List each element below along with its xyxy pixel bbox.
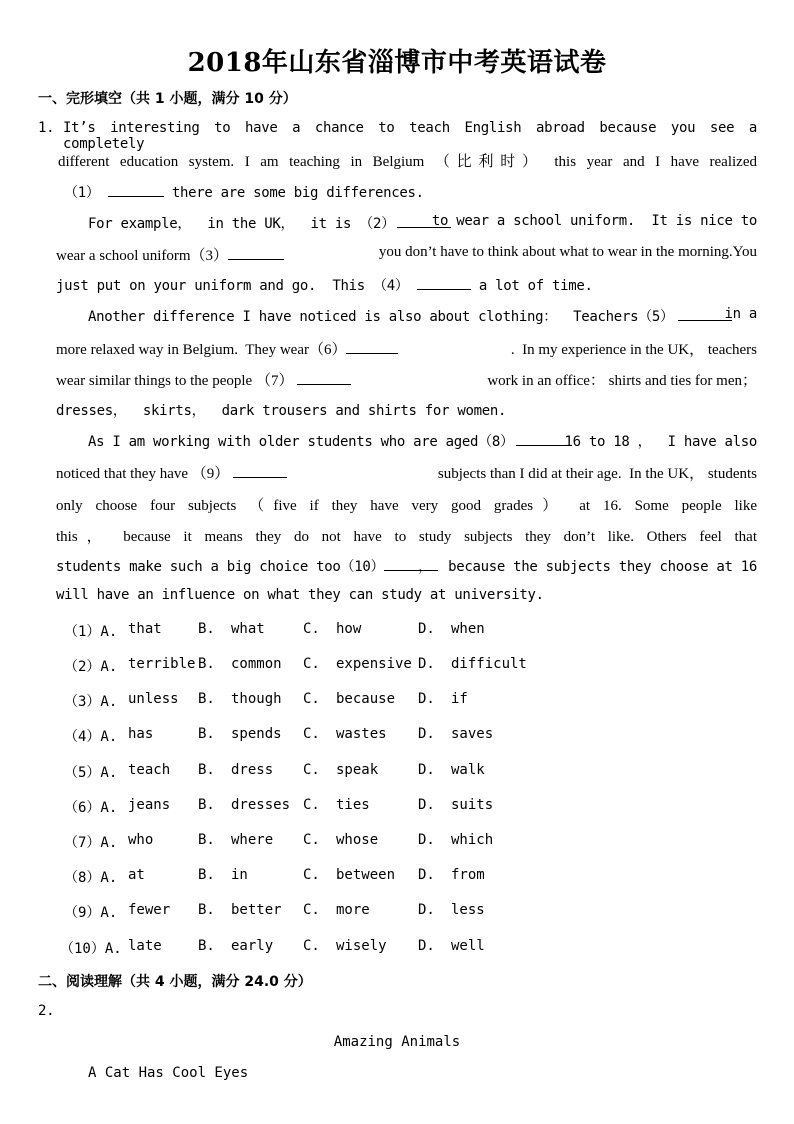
option-row bbox=[64, 867, 544, 885]
option-label: D. bbox=[418, 902, 435, 918]
passage-line: this， because it means they do not have to study subjects they don’t like. Others feel that bbox=[56, 529, 757, 545]
passage-text: noticed that they have （9） bbox=[56, 466, 230, 482]
option-label: D. bbox=[418, 621, 435, 637]
option-label: C. bbox=[303, 938, 320, 954]
passage-line: dresses， skirts， dark trousers and shirts for women. bbox=[56, 403, 507, 419]
option-c[interactable]: because bbox=[336, 691, 396, 707]
option-label: B. bbox=[198, 832, 215, 848]
option-c[interactable]: between bbox=[336, 867, 396, 883]
passage-text: wear similar things to the people （7） bbox=[56, 373, 294, 389]
option-label: C. bbox=[303, 867, 320, 883]
option-label: B. bbox=[198, 938, 215, 954]
option-label: B. bbox=[198, 726, 215, 742]
option-label: D. bbox=[418, 832, 435, 848]
option-d[interactable]: from bbox=[451, 867, 485, 883]
passage-text: 16 to 18 ， I have also bbox=[564, 434, 757, 450]
option-b[interactable]: dress bbox=[231, 762, 274, 778]
option-label: D. bbox=[418, 867, 435, 883]
answer-blank[interactable] bbox=[346, 340, 398, 354]
option-a[interactable]: has bbox=[128, 726, 154, 742]
option-row bbox=[64, 691, 544, 709]
passage-line bbox=[88, 431, 757, 451]
option-c[interactable]: how bbox=[336, 621, 362, 637]
option-b[interactable]: in bbox=[231, 867, 248, 883]
option-c[interactable]: wisely bbox=[336, 938, 387, 954]
option-b[interactable]: where bbox=[231, 832, 274, 848]
option-c[interactable]: whose bbox=[336, 832, 379, 848]
option-d[interactable]: less bbox=[451, 902, 485, 918]
option-c[interactable]: speak bbox=[336, 762, 379, 778]
passage-subtitle: A Cat Has Cool Eyes bbox=[88, 1065, 249, 1081]
option-a[interactable]: unless bbox=[128, 691, 179, 707]
option-label: B. bbox=[198, 902, 215, 918]
passage-line bbox=[64, 182, 424, 202]
option-b[interactable]: though bbox=[231, 691, 282, 707]
option-d[interactable]: saves bbox=[451, 726, 494, 742]
passage-text: For example， in the UK， it is （2） bbox=[88, 216, 395, 232]
option-b[interactable]: dresses bbox=[231, 797, 291, 813]
option-label: B. bbox=[198, 621, 215, 637]
option-c[interactable]: expensive bbox=[336, 656, 412, 672]
passage-text: . In my experience in the UK， teachers bbox=[510, 342, 757, 358]
option-label: D. bbox=[418, 938, 435, 954]
option-label: B. bbox=[198, 762, 215, 778]
option-d[interactable]: difficult bbox=[451, 656, 527, 672]
answer-blank[interactable] bbox=[233, 464, 287, 478]
option-d[interactable]: when bbox=[451, 621, 485, 637]
section-heading-cloze: 一、完形填空（共 1 小题，满分 10 分） bbox=[38, 91, 297, 107]
passage-line: will have an influence on what they can study at university. bbox=[56, 587, 544, 603]
option-number: （7）A. bbox=[64, 835, 118, 851]
passage-line bbox=[88, 306, 757, 326]
option-number: （2）A. bbox=[64, 659, 118, 675]
passage-line: It’s interesting to have a chance to teach English abroad because you see a completely bbox=[63, 120, 757, 152]
answer-blank[interactable] bbox=[108, 183, 164, 197]
answer-blank[interactable] bbox=[516, 432, 570, 446]
option-a[interactable]: terrible bbox=[128, 656, 196, 672]
passage-text: more relaxed way in Belgium. They wear（6） bbox=[56, 342, 347, 358]
option-c[interactable]: wastes bbox=[336, 726, 387, 742]
option-c[interactable]: more bbox=[336, 902, 370, 918]
passage-line: different education system. I am teaching in Belgium （比利时） this year and I have realized bbox=[58, 154, 757, 170]
answer-blank[interactable] bbox=[297, 371, 351, 385]
option-label: D. bbox=[418, 726, 435, 742]
option-d[interactable]: well bbox=[451, 938, 485, 954]
option-number: （5）A. bbox=[64, 765, 118, 781]
option-b[interactable]: common bbox=[231, 656, 282, 672]
option-row bbox=[64, 762, 544, 780]
option-d[interactable]: if bbox=[451, 691, 468, 707]
passage-text: a lot of time. bbox=[470, 278, 593, 294]
passage-text: in a bbox=[724, 306, 757, 322]
option-label: C. bbox=[303, 832, 320, 848]
option-label: D. bbox=[418, 656, 435, 672]
passage-text: students make such a big choice too（10） bbox=[56, 559, 385, 575]
option-a[interactable]: at bbox=[128, 867, 145, 883]
passage-line bbox=[56, 244, 757, 265]
option-c[interactable]: ties bbox=[336, 797, 370, 813]
passage-text: As I am working with older students who are aged（8） bbox=[88, 434, 514, 450]
option-row bbox=[60, 938, 544, 957]
option-row bbox=[64, 797, 544, 815]
option-number: （8）A. bbox=[64, 870, 118, 886]
passage-text: work in an office： shirts and ties for men； bbox=[487, 373, 757, 389]
passage-line: only choose four subjects （five if they have very good grades） at 16. Some people like bbox=[56, 498, 757, 514]
option-d[interactable]: suits bbox=[451, 797, 494, 813]
passage-line bbox=[56, 462, 757, 483]
option-d[interactable]: which bbox=[451, 832, 494, 848]
option-b[interactable]: spends bbox=[231, 726, 282, 742]
option-b[interactable]: early bbox=[231, 938, 274, 954]
option-label: C. bbox=[303, 797, 320, 813]
option-a[interactable]: who bbox=[128, 832, 154, 848]
option-a[interactable]: jeans bbox=[128, 797, 171, 813]
passage-title: Amazing Animals bbox=[333, 1034, 461, 1050]
passage-text: subjects than I did at their age. In the UK， students bbox=[437, 466, 757, 482]
passage-text: wear a school uniform（3） bbox=[56, 248, 229, 264]
option-number: （9）A. bbox=[64, 905, 118, 921]
option-label: D. bbox=[418, 797, 435, 813]
option-label: C. bbox=[303, 656, 320, 672]
option-b[interactable]: better bbox=[231, 902, 282, 918]
option-label: D. bbox=[418, 691, 435, 707]
passage-line bbox=[56, 338, 757, 359]
passage-text: just put on your uniform and go. This （4） bbox=[56, 278, 409, 294]
option-label: C. bbox=[303, 691, 320, 707]
option-row bbox=[64, 656, 544, 674]
option-label: B. bbox=[198, 656, 215, 672]
passage-text: to wear a school uniform. It is nice to bbox=[431, 213, 757, 229]
section-heading-reading: 二、阅读理解（共 4 小题，满分 24.0 分） bbox=[38, 974, 312, 990]
option-a[interactable]: that bbox=[128, 621, 162, 637]
option-a[interactable]: late bbox=[128, 938, 162, 954]
option-number: （4）A. bbox=[64, 729, 118, 745]
option-label: B. bbox=[198, 867, 215, 883]
option-label: C. bbox=[303, 902, 320, 918]
passage-text: you don’t have to think about what to wear in the morning.You bbox=[378, 244, 757, 260]
option-row bbox=[64, 621, 544, 639]
option-label: C. bbox=[303, 726, 320, 742]
passage-line bbox=[56, 369, 757, 390]
option-row bbox=[64, 726, 544, 744]
passage-line bbox=[88, 213, 757, 233]
option-b[interactable]: what bbox=[231, 621, 265, 637]
option-a[interactable]: teach bbox=[128, 762, 171, 778]
option-number: （10）A. bbox=[60, 941, 122, 957]
option-label: D. bbox=[418, 762, 435, 778]
option-d[interactable]: walk bbox=[451, 762, 485, 778]
option-a[interactable]: fewer bbox=[128, 902, 171, 918]
option-label: B. bbox=[198, 691, 215, 707]
option-row bbox=[64, 902, 544, 920]
blank-number: （1） bbox=[64, 185, 100, 201]
option-label: C. bbox=[303, 621, 320, 637]
option-row bbox=[64, 832, 544, 850]
option-number: （3）A. bbox=[64, 694, 118, 710]
page-title: 2018年山东省淄博市中考英语试卷 bbox=[187, 48, 607, 78]
question-number: 2. bbox=[38, 1003, 55, 1019]
passage-text: there are some big differences. bbox=[171, 185, 424, 201]
option-number: （6）A. bbox=[64, 800, 118, 816]
answer-blank[interactable] bbox=[228, 246, 284, 260]
passage-text: ， because the subjects they choose at 16 bbox=[418, 559, 757, 575]
option-label: B. bbox=[198, 797, 215, 813]
passage-text: Another difference I have noticed is also about clothing： Teachers（5） bbox=[88, 309, 674, 325]
option-label: C. bbox=[303, 762, 320, 778]
option-number: （1）A. bbox=[64, 624, 118, 640]
passage-line bbox=[56, 556, 757, 576]
answer-blank[interactable] bbox=[417, 276, 471, 290]
question-number: 1. bbox=[38, 120, 55, 136]
passage-line bbox=[56, 275, 593, 295]
